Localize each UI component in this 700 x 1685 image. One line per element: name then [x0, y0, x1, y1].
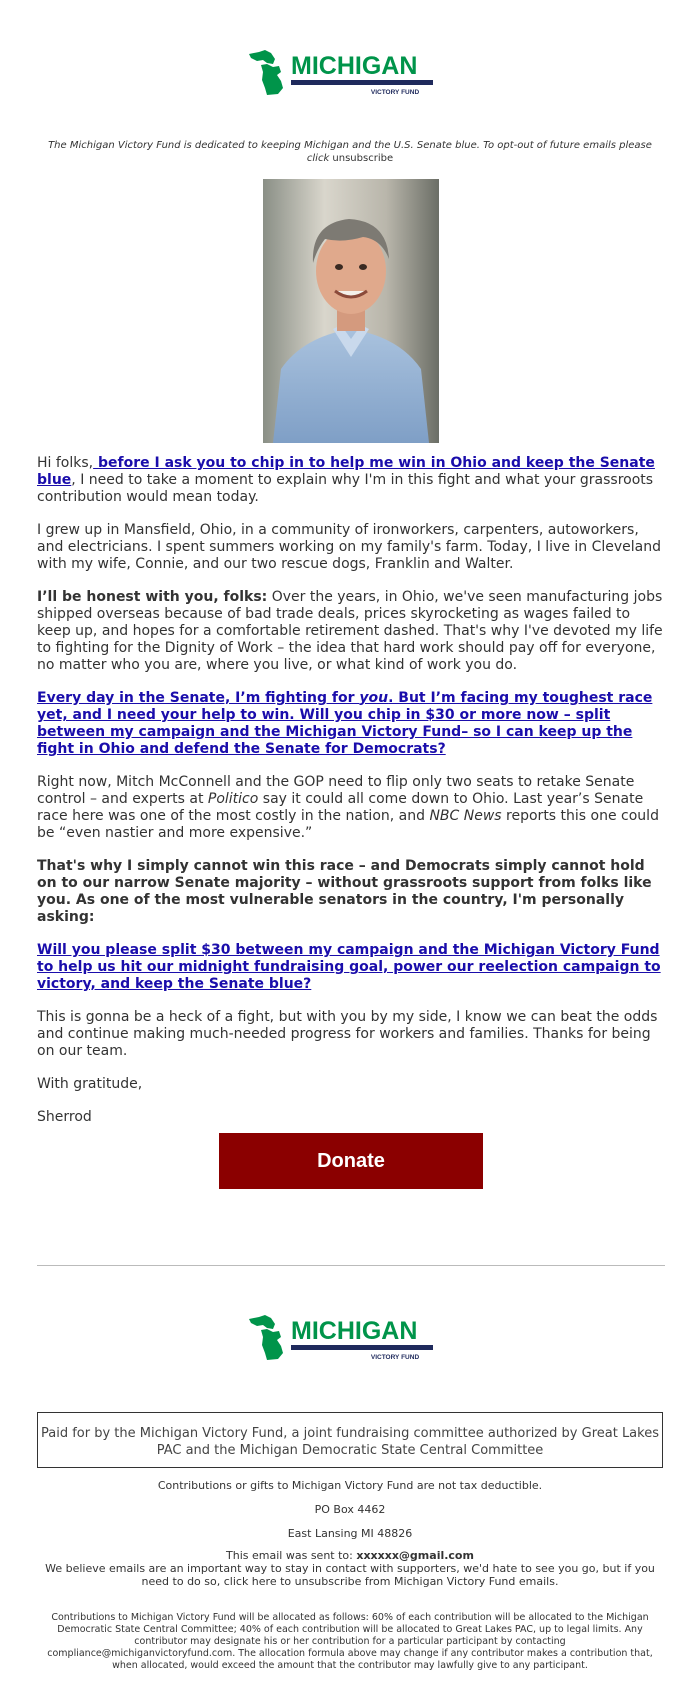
paragraph-politics	[37, 774, 663, 842]
politics-text-c: reports this one could be “even nastier and more expensive.”	[37, 808, 659, 841]
tax-notice: Contributions or gifts to Michigan Victory Fund are not tax deductible.	[157, 1479, 543, 1492]
appeal-link[interactable]	[37, 690, 652, 757]
appeal-link-emphasis: you	[359, 690, 389, 706]
michigan-victory-fund-logo[interactable]	[245, 48, 455, 98]
honest-rest-text: Over the years, in Ohio, we've seen manufacturing jobs shipped overseas because of bad trade deals, prices skyrocketing as wages failed to keep up, and hopes for a comfortable retirement dashed. That's why I've devoted my life to fighting for the Dignity of Work – the idea that hard work should pay off for everyone, no matter who you are, where you live, or what kind of work you do.	[37, 589, 663, 673]
logo-wordmark: MICHIGAN	[291, 52, 418, 80]
logo-subtitle: VICTORY FUND	[370, 89, 420, 96]
recipient-email: xxxxxx@gmail.com	[356, 1549, 474, 1562]
paragraph-background: I grew up in Mansfield, Ohio, in a community of ironworkers, carpenters, autoworkers, and electricians. I spent summers working on my family's farm. Today, I live in Cleveland with my wife, Connie, and our two rescue dogs, Franklin and Walter.	[37, 522, 662, 572]
intro-rest-text: , I need to take a moment to explain why I'm in this fight and what your grassroots contribution would mean today.	[37, 472, 654, 505]
sent-to-label: This email was sent to:	[226, 1549, 357, 1562]
appeal-link-part-a: Every day in the Senate, I’m fighting for	[37, 690, 360, 706]
po-box: PO Box 4462	[314, 1503, 386, 1516]
chip-in-link[interactable]: before I ask you to chip in to help me win in Ohio and keep the Senate blue	[37, 455, 655, 488]
header-note-text: The Michigan Victory Fund is dedicated to keeping Michigan and the U.S. Senate blue. To opt-out of future emails please click	[48, 140, 652, 164]
politico-source: Politico	[207, 791, 259, 807]
email-body	[37, 455, 663, 1142]
sent-to-line	[37, 1549, 663, 1562]
politics-text-b: say it could all come down to Ohio. Last year’s Senate race here was one of the most costly in the nation, and	[37, 791, 644, 824]
split-donation-link[interactable]: Will you please split $30 between my campaign and the Michigan Victory Fund to help us hit our midnight fundraising goal, power our reelection campaign to victory, and keep the Senate blue?	[37, 942, 661, 992]
footer-divider	[37, 1265, 665, 1266]
paragraph-honest	[37, 589, 663, 674]
paragraph-closing: This is gonna be a heck of a fight, but with you by my side, I know we can beat the odds and continue making much-needed progress for workers and families. Thanks for being on our team.	[37, 1009, 658, 1059]
unsubscribe-notice[interactable]: We believe emails are an important way to stay in contact with supporters, we'd hate to see you go, but if you need to do so, click here to unsubscribe from Michigan Victory Fund emails.	[45, 1562, 655, 1588]
politics-text-a: Right now, Mitch McConnell and the GOP need to flip only two seats to retake Senate control – and experts at	[37, 774, 635, 807]
honest-bold-text: I’ll be honest with you, folks:	[37, 589, 268, 605]
header-unsubscribe-link[interactable]: unsubscribe	[332, 153, 394, 164]
footer-logo-wordmark: MICHIGAN	[291, 1317, 418, 1345]
footer-logo-subtitle: VICTORY FUND	[370, 1354, 420, 1361]
appeal-link-part-b: . But I’m facing my toughest race yet, and I need your help to win. Will you chip in $30 or more now – split between my campaign and the Michigan Victory Fund– so I can keep up the fight in Ohio and defend the Senate for Democrats?	[37, 690, 653, 757]
michigan-map-icon	[249, 50, 283, 95]
candidate-photo	[263, 179, 439, 443]
nbc-source: NBC News	[429, 808, 502, 824]
greeting-text: Hi folks,	[37, 455, 94, 471]
paragraph-asking: That's why I simply cannot win this race – and Democrats simply cannot hold on to our narrow Senate majority – without grassroots support from folks like you. As one of the most vulnerable senators in the country, I'm personally asking:	[37, 858, 652, 925]
michigan-map-icon	[249, 1315, 283, 1360]
paragraph-split-ask	[37, 942, 663, 993]
footer-logo[interactable]	[245, 1313, 455, 1363]
paragraph-appeal	[37, 690, 663, 758]
closing-salutation: With gratitude,	[37, 1076, 143, 1092]
allocation-disclaimer: Contributions to Michigan Victory Fund will be allocated as follows: 60% of each contribution will be allocated to the Michigan Democratic State Central Committee; 40% of each contribution will be allocated to Great Lakes PAC, up to legal limits. Any contributor may designate his or her contribution for a particular participant by contacting compliance@michiganvictoryfund.com. The allocation formula above may change if any contributor makes a contribution that, when allocated, would exceed the amount that the contributor may lawfully give to any participant.	[47, 1612, 653, 1671]
paid-for-disclaimer: Paid for by the Michigan Victory Fund, a joint fundraising committee authorized by Great Lakes PAC and the Michigan Democratic State Central Committee	[37, 1412, 663, 1468]
city-address: East Lansing MI 48826	[287, 1527, 413, 1540]
signature: Sherrod	[37, 1109, 92, 1125]
paragraph-intro	[37, 455, 663, 506]
donate-button[interactable]: Donate	[219, 1133, 483, 1189]
header-note	[38, 139, 662, 165]
